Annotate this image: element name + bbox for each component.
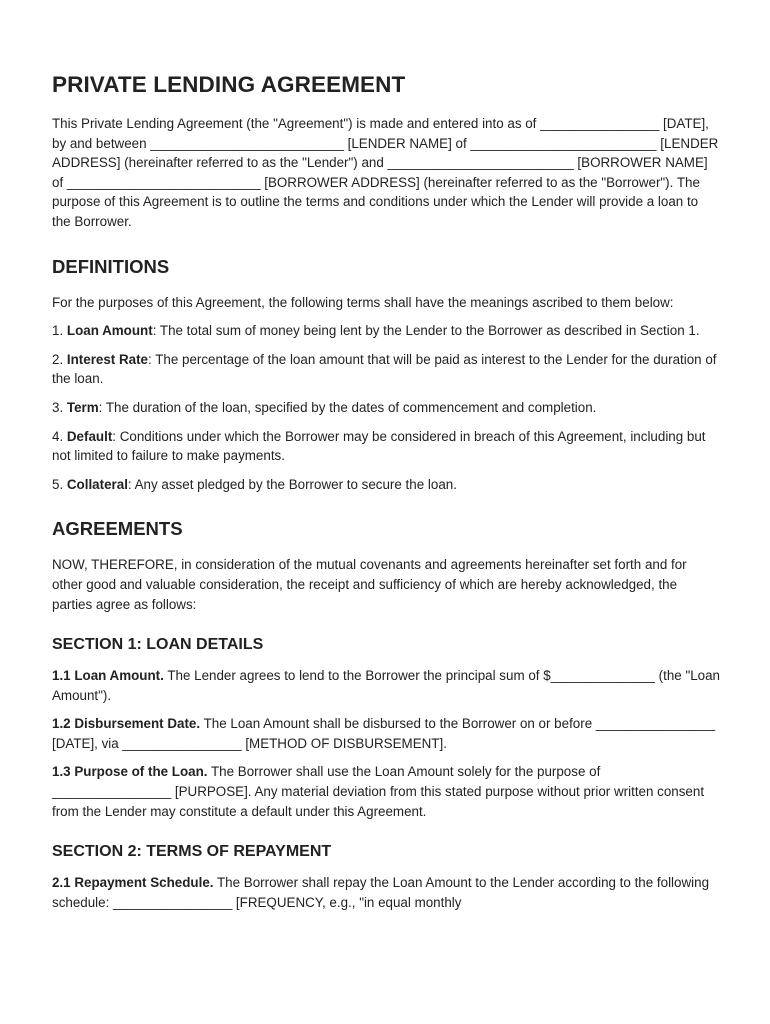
clause-2-1 [52, 873, 720, 912]
definition-item-default [52, 427, 720, 466]
definition-term: Term [66, 399, 99, 415]
definition-term: Default [66, 428, 113, 444]
definition-term: Interest Rate [66, 351, 149, 367]
definition-item-term [52, 398, 720, 418]
definition-item-loan-amount [52, 321, 720, 341]
clause-text: The Loan Amount shall be disbursed to the Borrower on or before ________________ [DATE], via ________________ [METHOD OF DISBURSEMENT]. [52, 716, 716, 751]
definition-text: : Conditions under which the Borrower may be considered in breach of this Agreement, including but not limited to failure to make payments. [52, 428, 706, 464]
definitions-heading: DEFINITIONS [52, 255, 170, 277]
definition-term: Collateral [66, 476, 128, 492]
clause-label: 1.2 Disbursement Date. [52, 716, 201, 732]
definition-item-interest-rate [52, 350, 720, 389]
agreements-intro: NOW, THEREFORE, in consideration of the mutual covenants and agreements hereinafter set forth and for other good and valuable consideration, the receipt and sufficiency of which are hereby acknowledged, the parties agree as follows: [52, 557, 687, 612]
section-1-heading: SECTION 1: LOAN DETAILS [52, 636, 264, 654]
clause-text: The Borrower shall use the Loan Amount solely for the purpose of ________________ [PURPOSE]. Any material deviation from this stated purpose without prior written consent from the Lender may constitute a default under this Agreement. [52, 764, 705, 819]
document-title: PRIVATE LENDING AGREEMENT [52, 72, 406, 97]
intro-paragraph: This Private Lending Agreement (the "Agreement") is made and entered into as of ________________ [DATE], by and between __________________________ [LENDER NAME] of _________________________ [LENDER ADDRESS] (hereinafter referred to as the "Lender") and _________________________ [BORROWER NAME] of __________________________ [BORROWER ADDRESS] (hereinafter referred to as the "Borrower"). The purpose of this Agreement is to outline the terms and conditions under which the Lender will provide a loan to the Borrower. [52, 116, 719, 229]
definition-term: Loan Amount [66, 323, 153, 339]
clause-text: The Lender agrees to lend to the Borrower the principal sum of $______________ (the "Loan Amount"). [52, 668, 720, 703]
clause-label: 2.1 Repayment Schedule. [52, 875, 214, 891]
definitions-intro: For the purposes of this Agreement, the following terms shall have the meanings ascribed to them below: [52, 294, 674, 310]
clause-label: 1.1 Loan Amount. [52, 668, 164, 684]
definition-text: : The duration of the loan, specified by the dates of commencement and completion. [98, 399, 597, 415]
clause-1-2 [52, 714, 720, 753]
definition-number: 1. [52, 323, 67, 339]
section-2-heading: SECTION 2: TERMS OF REPAYMENT [52, 843, 332, 861]
definition-item-collateral [52, 475, 720, 495]
definition-number: 5. [52, 476, 67, 492]
definition-number: 2. [52, 351, 67, 367]
clause-label: 1.3 Purpose of the Loan. [52, 764, 208, 780]
definition-number: 4. [52, 428, 67, 444]
document-page [52, 70, 720, 912]
definition-number: 3. [52, 399, 67, 415]
definition-text: : Any asset pledged by the Borrower to secure the loan. [127, 476, 457, 492]
clause-1-1 [52, 666, 720, 705]
definition-text: : The percentage of the loan amount that will be paid as interest to the Lender for the duration of the loan. [52, 351, 717, 387]
clause-1-3 [52, 762, 720, 821]
clause-text: The Borrower shall repay the Loan Amount to the Lender according to the following schedule: ________________ [FREQUENCY, e.g., "in equal monthly [52, 875, 710, 910]
agreements-heading: AGREEMENTS [52, 518, 183, 540]
definition-text: : The total sum of money being lent by the Lender to the Borrower as described in Section 1. [152, 323, 700, 339]
